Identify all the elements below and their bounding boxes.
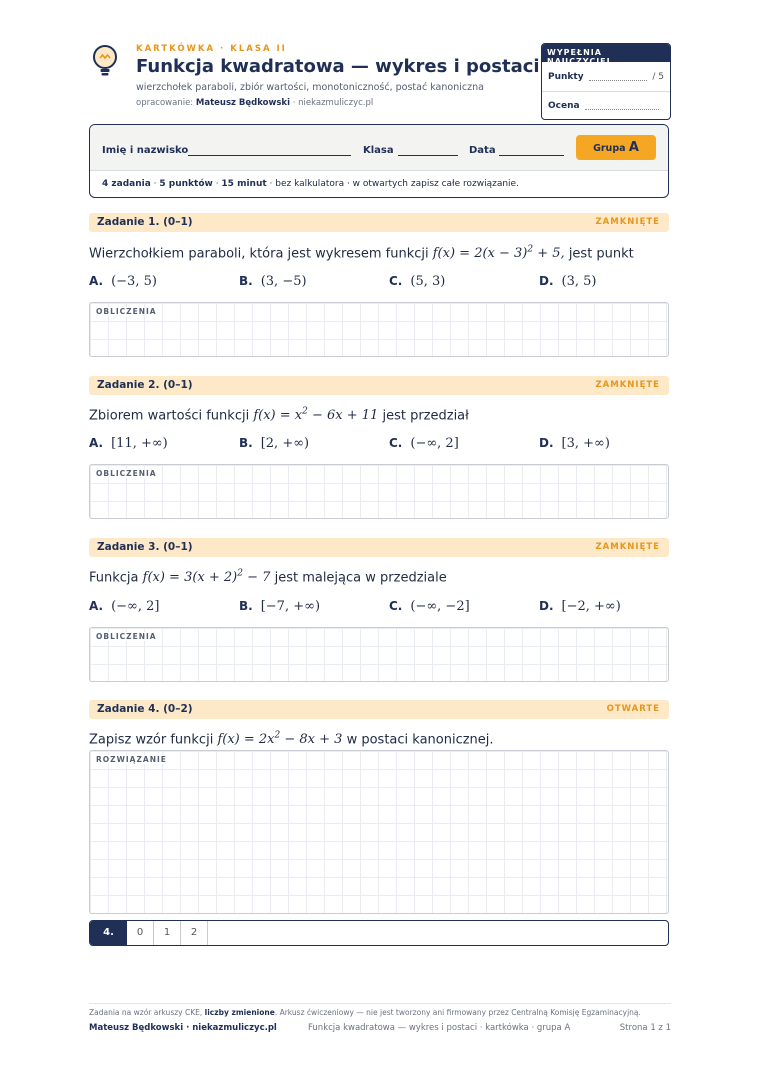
task-4-type: OTWARTE bbox=[606, 704, 660, 714]
task-3-name: Zadanie 3. (0–1) bbox=[97, 541, 193, 553]
task-2-answer-d[interactable]: D. [3, +∞) bbox=[539, 436, 610, 451]
task-1-answer-d[interactable]: D. (3, 5) bbox=[539, 274, 597, 289]
group-letter: A bbox=[628, 140, 639, 155]
lightbulb-logo-icon bbox=[90, 44, 120, 78]
score-option-0[interactable]: 0 bbox=[127, 921, 154, 945]
student-info-box bbox=[89, 124, 669, 198]
score-option-1[interactable]: 1 bbox=[154, 921, 181, 945]
task-1-question bbox=[89, 245, 634, 261]
task-4-question bbox=[89, 731, 494, 747]
task-3-answer-b[interactable]: B. [−7, +∞) bbox=[239, 599, 321, 614]
task-1-name: Zadanie 1. (0–1) bbox=[97, 216, 193, 228]
task-3-grid-label: OBLICZENIA bbox=[96, 632, 161, 641]
grade-label: Ocena bbox=[548, 101, 580, 111]
author-line bbox=[136, 98, 373, 108]
teacher-box bbox=[541, 43, 671, 120]
task-2-tail: jest przedział bbox=[382, 408, 469, 424]
task-1-answer-b[interactable]: B. (3, −5) bbox=[239, 274, 307, 289]
footer-divider bbox=[89, 1003, 671, 1004]
task-2-answers bbox=[89, 436, 669, 454]
info-time: 15 minut bbox=[221, 179, 267, 189]
task-4-header bbox=[89, 700, 669, 719]
page-subtitle: wierzchołek paraboli, zbiór wartości, monotoniczność, postać kanoniczna bbox=[136, 82, 484, 93]
task-3-header bbox=[89, 538, 669, 557]
task-2-header bbox=[89, 376, 669, 395]
info-points: 5 punktów bbox=[159, 179, 213, 189]
date-field[interactable] bbox=[499, 155, 564, 156]
task-1-type: ZAMKNIĘTE bbox=[595, 217, 660, 227]
task-4-solution-area[interactable] bbox=[89, 750, 669, 914]
task-2-name: Zadanie 2. (0–1) bbox=[97, 379, 193, 391]
task-4-grid-label: ROZWIĄZANIE bbox=[96, 755, 171, 764]
task-4-tail: w postaci kanonicznej. bbox=[346, 732, 494, 748]
task-2-formula: $f(x) = x^2 - 6x + 11$ bbox=[253, 407, 379, 424]
task-2-answer-a[interactable]: A. [11, +∞) bbox=[89, 436, 168, 451]
task-4-score-bar bbox=[89, 920, 669, 946]
info-rest: · bez kalkulatora · w otwartych zapisz całe rozwiązanie. bbox=[269, 179, 519, 189]
task-1-answer-c[interactable]: C. (5, 3) bbox=[389, 274, 446, 289]
date-label: Data bbox=[469, 145, 496, 156]
task-4-name: Zadanie 4. (0–2) bbox=[97, 703, 193, 715]
task-3-formula: $f(x) = 3(x + 2)^2 - 7$ bbox=[142, 569, 271, 586]
class-label: Klasa bbox=[363, 145, 394, 156]
task-2-work-area[interactable] bbox=[89, 464, 669, 519]
task-1-text: Wierzchołkiem paraboli, która jest wykresem funkcji bbox=[89, 246, 429, 262]
task-3-work-area[interactable] bbox=[89, 627, 669, 682]
task-3-text: Funkcja bbox=[89, 570, 139, 586]
footer-disclaimer: Zadania na wzór arkuszy CKE, liczby zmienione. Arkusz ćwiczeniowy — nie jest tworzony ani firmowany przez Centralną Komisję Egzaminacyjną. bbox=[89, 1008, 641, 1017]
name-label: Imię i nazwisko bbox=[102, 145, 189, 156]
group-badge bbox=[576, 135, 656, 160]
task-3-answers bbox=[89, 599, 669, 617]
student-fields bbox=[90, 125, 668, 170]
author-prefix: opracowanie: bbox=[136, 98, 194, 108]
task-2-type: ZAMKNIĘTE bbox=[595, 380, 660, 390]
footer-page-number: Strona 1 z 1 bbox=[619, 1023, 671, 1033]
grade-field[interactable] bbox=[585, 102, 659, 110]
task-2-answer-c[interactable]: C. (−∞, 2] bbox=[389, 436, 459, 451]
task-3-type: ZAMKNIĘTE bbox=[595, 542, 660, 552]
task-2-text: Zbiorem wartości funkcji bbox=[89, 408, 250, 424]
task-3-answer-d[interactable]: D. [−2, +∞) bbox=[539, 599, 621, 614]
test-info: 4 zadania · 5 punktów · 15 minut · bez kalkulatora · w otwartych zapisz całe rozwiązanie. bbox=[90, 170, 668, 189]
task-3-answer-c[interactable]: C. (−∞, −2] bbox=[389, 599, 470, 614]
group-label: Grupa bbox=[593, 143, 626, 154]
score-task-number: 4. bbox=[90, 921, 127, 945]
points-max: / 5 bbox=[652, 71, 664, 82]
teacher-grade-row bbox=[542, 91, 670, 120]
worksheet-kicker: KARTKÓWKA · KLASA II bbox=[136, 44, 287, 54]
footer-author: Mateusz Będkowski · niekazmuliczyc.pl bbox=[89, 1023, 277, 1033]
task-1-grid-label: OBLICZENIA bbox=[96, 307, 161, 316]
task-1-answer-a[interactable]: A. (−3, 5) bbox=[89, 274, 157, 289]
score-option-2[interactable]: 2 bbox=[181, 921, 208, 945]
task-2-answer-b[interactable]: B. [2, +∞) bbox=[239, 436, 310, 451]
points-field[interactable] bbox=[589, 73, 648, 81]
footer-document: Funkcja kwadratowa — wykres i postaci · kartkówka · grupa A bbox=[308, 1023, 571, 1033]
task-2-grid-label: OBLICZENIA bbox=[96, 469, 161, 478]
task-1-answers bbox=[89, 274, 669, 292]
task-2-question bbox=[89, 407, 469, 423]
teacher-box-title: WYPEŁNIA NAUCZYCIEL bbox=[542, 44, 670, 62]
task-3-question bbox=[89, 569, 447, 585]
info-tasks: 4 zadania bbox=[102, 179, 151, 189]
points-label: Punkty bbox=[548, 71, 584, 82]
class-field[interactable] bbox=[398, 155, 458, 156]
task-1-work-area[interactable] bbox=[89, 302, 669, 357]
page-title: Funkcja kwadratowa — wykres i postaci bbox=[136, 56, 540, 77]
task-4-formula: $f(x) = 2x^2 - 8x + 3$ bbox=[217, 731, 343, 748]
task-1-header bbox=[89, 213, 669, 232]
teacher-points-row bbox=[542, 62, 670, 91]
task-4-text: Zapisz wzór funkcji bbox=[89, 732, 214, 748]
task-1-formula: $f(x) = 2(x - 3)^2 + 5$, bbox=[432, 245, 565, 262]
name-field[interactable] bbox=[188, 155, 351, 156]
task-3-tail: jest malejąca w przedziale bbox=[274, 570, 447, 586]
task-3-answer-a[interactable]: A. (−∞, 2] bbox=[89, 599, 160, 614]
task-1-tail: jest punkt bbox=[568, 246, 634, 262]
author-site: · niekazmuliczyc.pl bbox=[292, 98, 374, 108]
author-name: Mateusz Będkowski bbox=[195, 98, 291, 108]
